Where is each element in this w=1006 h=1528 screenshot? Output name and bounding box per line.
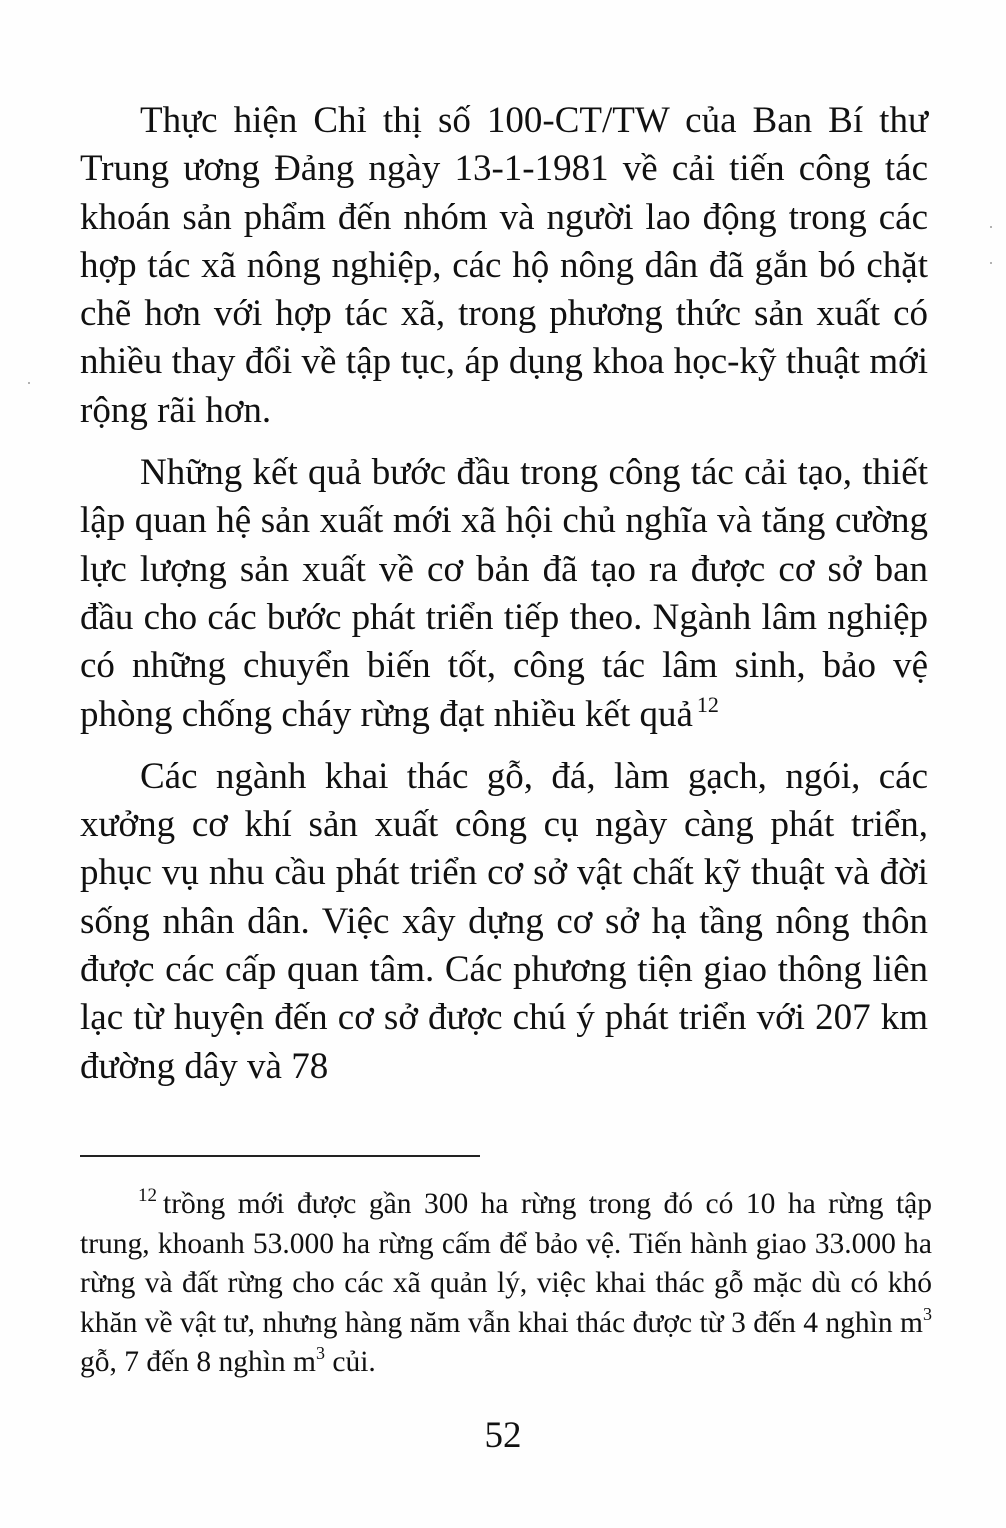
footnote	[80, 1185, 932, 1383]
paragraph-3-text: Các ngành khai thác gỗ, đá, làm gạch, ngói, các xưởng cơ khí sản xuất công cụ ngày càng phát triển, phục vụ nhu cầu phát triển cơ sở vật chất kỹ thuật và đời sống nhân dân. Việc xây dựng cơ sở hạ tầng nông thôn được các cấp quan tâm. Các phương tiện giao thông liên lạc từ huyện đến cơ sở được chú ý phát triển với 207 km đường dây và 78	[80, 755, 928, 1087]
paragraph-1-text: Thực hiện Chỉ thị số 100-CT/TW của Ban Bí thư Trung ương Đảng ngày 13-1-1981 về cải tiến công tác khoán sản phẩm đến nhóm và người lao động trong các hợp tác xã nông nghiệp, các hộ nông dân đã gắn bó chặt chẽ hơn với hợp tác xã, trong phương thức sản xuất có nhiều thay đổi về tập tục, áp dụng khoa học-kỹ thuật mới rộng rãi hơn.	[80, 100, 928, 431]
paragraph-2-text: Những kết quả bước đầu trong công tác cải tạo, thiết lập quan hệ sản xuất mới xã hội chủ nghĩa và tăng cường lực lượng sản xuất về cơ bản đã tạo ra được cơ sở ban đầu cho các bước phát triển tiếp theo. Ngành lâm nghiệp có những chuyển biến tốt, công tác lâm sinh, bảo vệ phòng chống cháy rừng đạt nhiều kết quả	[80, 452, 928, 735]
paragraph-2	[80, 449, 928, 739]
footnote-text-part2: gỗ, 7 đến 8 nghìn m	[80, 1346, 316, 1378]
paragraph-3	[80, 753, 928, 1091]
page-number: 52	[484, 1415, 522, 1456]
footnote-text-part1: trồng mới được gần 300 ha rừng trong đó có 10 ha rừng tập trung, khoanh 53.000 ha rừng cấm để bảo vệ. Tiến hành giao 33.000 ha rừng và đất rừng cho các xã quản lý, việc khai thác gỗ mặc dù có khó khăn về vật tư, nhưng hàng năm vẫn khai thác được từ 3 đến 4 nghìn m	[80, 1188, 932, 1339]
footnote-separator	[80, 1155, 480, 1157]
footnote-reference[interactable]: 12	[696, 691, 719, 717]
footnote-text-part3: củi.	[325, 1346, 376, 1378]
scan-speck	[990, 262, 992, 264]
scan-speck	[28, 382, 30, 384]
footnote-superscript-1: 3	[923, 1303, 932, 1324]
scan-speck	[990, 226, 992, 228]
footnote-number: 12	[138, 1185, 157, 1206]
footnote-superscript-2: 3	[316, 1343, 325, 1363]
body-text	[80, 97, 928, 1091]
paragraph-1	[80, 97, 928, 435]
